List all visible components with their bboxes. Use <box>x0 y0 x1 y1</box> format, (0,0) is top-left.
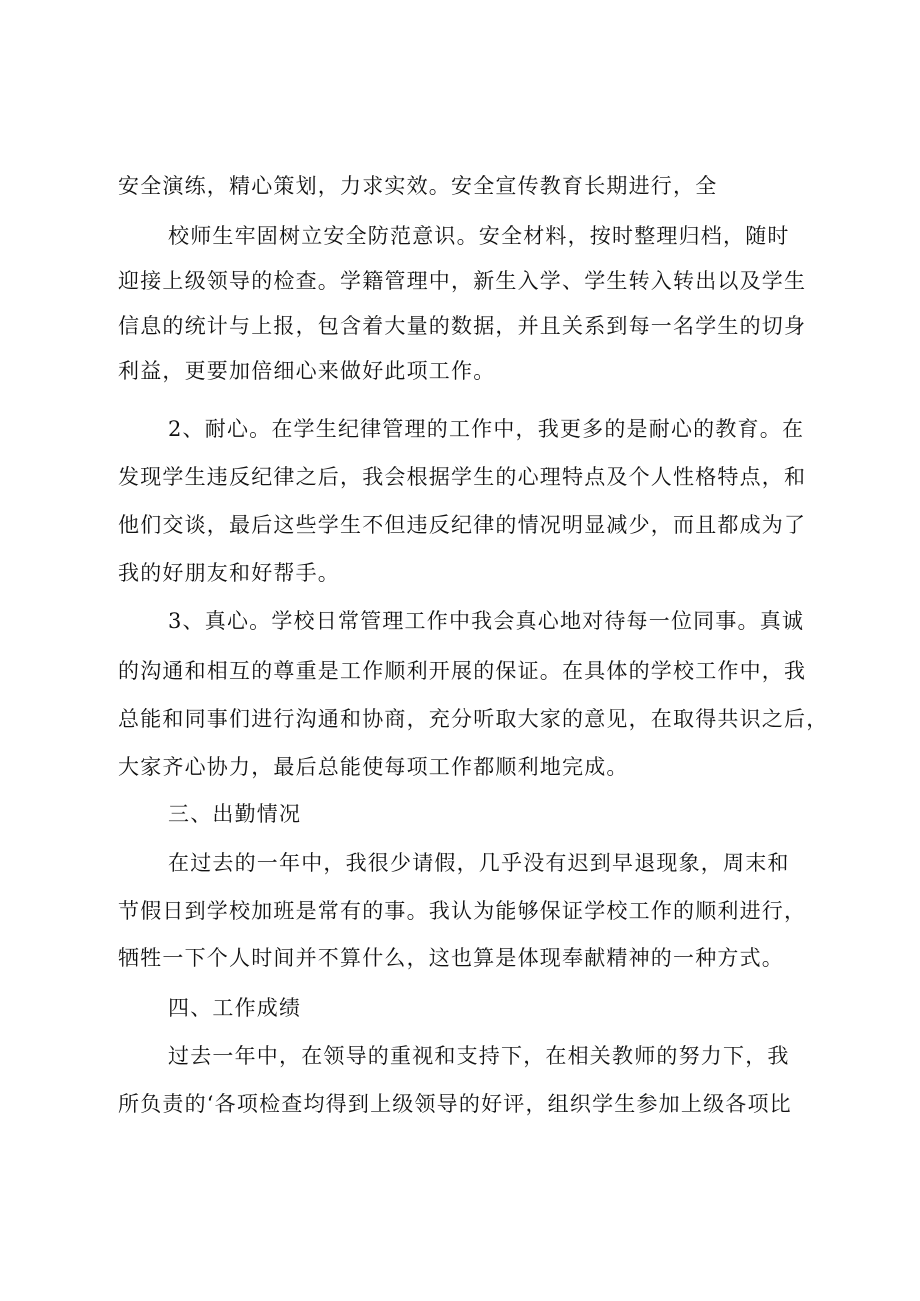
text-line: 信息的统计与上报，包含着大量的数据，并且关系到每一名学生的切身 <box>118 314 807 338</box>
text-line: 校师生牢固树立安全防范意识。安全材料，按时整理归档，随时 <box>168 224 790 248</box>
text-line: 2、耐心。在学生纪律管理的工作中，我更多的是耐心的教育。在 <box>168 417 805 441</box>
text-line: 过去一年中，在领导的重视和支持下，在相关教师的努力下，我 <box>168 1044 790 1068</box>
text-line: 在过去的一年中，我很少请假，几乎没有迟到早退现象，周末和 <box>168 851 790 875</box>
text-line: 总能和同事们进行沟通和协商，充分听取大家的意见，在取得共识之后， <box>118 707 829 731</box>
text-line: 安全演练，精心策划，力求实效。安全宣传教育长期进行，全 <box>118 174 718 198</box>
section-heading: 四、工作成绩 <box>168 996 302 1020</box>
text-line: 我的好朋友和好帮手。 <box>118 561 340 585</box>
text-line: 节假日到学校加班是常有的事。我认为能够保证学校工作的顺利进行， <box>118 899 807 923</box>
section-heading: 三、出勤情况 <box>168 802 302 826</box>
text-line: 他们交谈，最后这些学生不但违反纪律的情况明显减少，而且都成为了 <box>118 513 807 537</box>
text-line: 的沟通和相互的尊重是工作顺利开展的保证。在具体的学校工作中，我 <box>118 659 807 683</box>
text-line: 3、真心。学校日常管理工作中我会真心地对待每一位同事。真诚 <box>168 609 805 633</box>
text-line: 牺牲一下个人时间并不算什么，这也算是体现奉献精神的一种方式。 <box>118 946 784 970</box>
text-line: 大家齐心协力，最后总能使每项工作都顺利地完成。 <box>118 755 629 779</box>
text-line: 所负责的‘各项检查均得到上级领导的好评，组织学生参加上级各项比 <box>118 1092 792 1116</box>
text-line: 利益，更要加倍细心来做好此项工作。 <box>118 359 496 383</box>
text-line: 迎接上级领导的检查。学籍管理中，新生入学、学生转入转出以及学生 <box>118 269 807 293</box>
text-line: 发现学生违反纪律之后，我会根据学生的心理特点及个人性格特点，和 <box>118 465 807 489</box>
